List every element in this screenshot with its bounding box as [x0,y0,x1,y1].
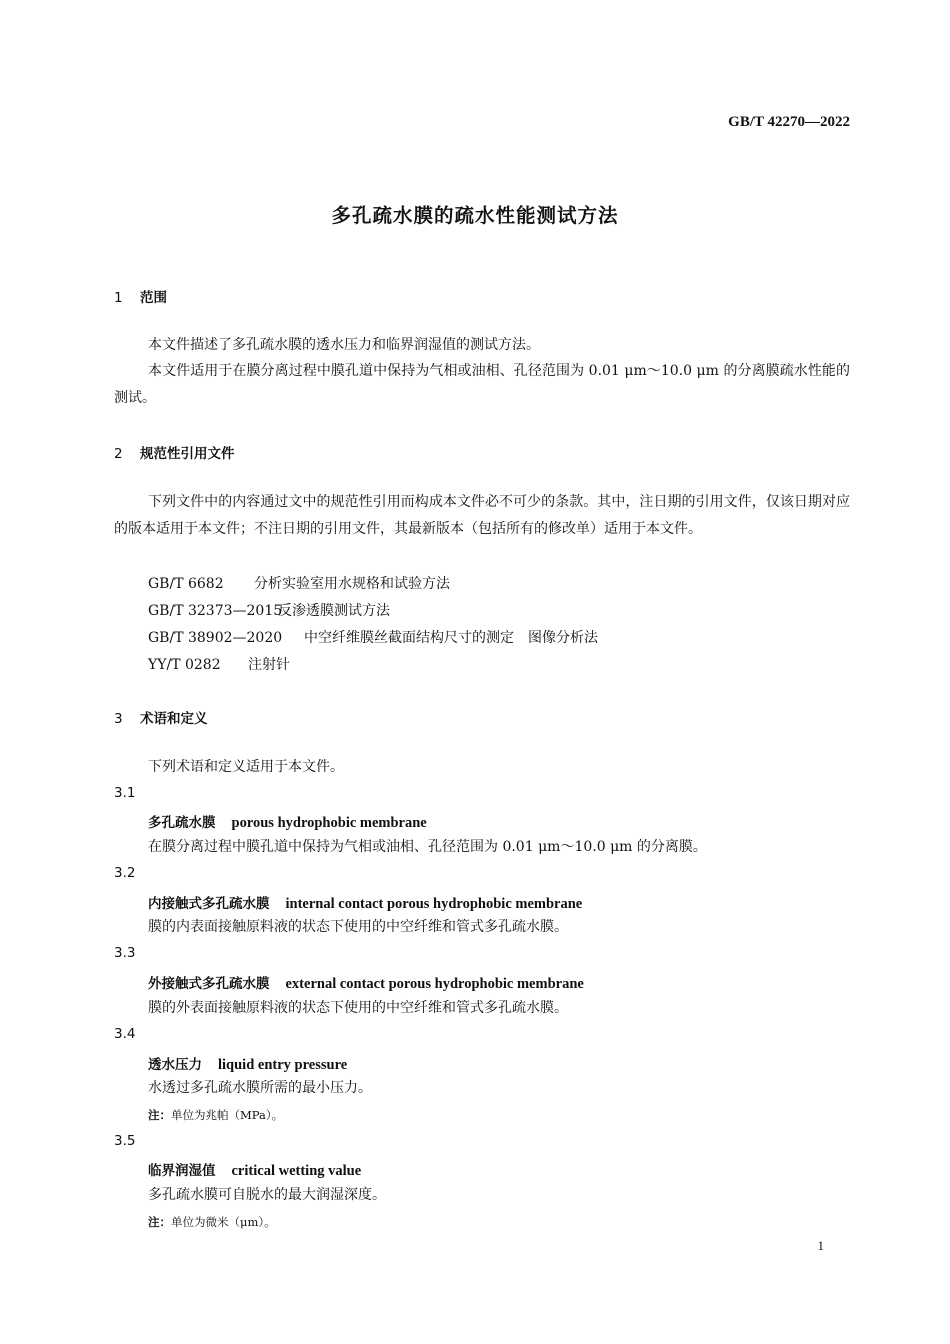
term-english: liquid entry pressure [218,1057,348,1073]
standard-code: GB/T 42270—2022 [728,114,850,130]
reference-item [148,654,290,674]
term-definition: 水透过多孔疏水膜所需的最小压力。 [148,1080,372,1096]
scope-paragraph-1: 本文件描述了多孔疏水膜的透水压力和临界润湿值的测试方法。 [148,337,540,353]
note-text: 单位为微米（μm）。 [171,1215,276,1229]
term-number: 3.1 [114,785,136,801]
note-label: 注： [148,1215,171,1229]
reference-code: GB/T 6682 [148,576,224,592]
reference-title: 中空纤维膜丝截面结构尺寸的测定 图像分析法 [304,630,598,646]
term-heading [148,892,582,913]
term-heading [148,972,584,993]
reference-item [148,600,390,620]
document-title: 多孔疏水膜的疏水性能测试方法 [331,204,619,227]
reference-title: 分析实验室用水规格和试验方法 [254,576,450,592]
term-number: 3.2 [114,865,136,881]
term-number: 3.3 [114,945,136,961]
reference-title: 注射针 [248,657,290,673]
term-heading [148,811,427,832]
reference-code: GB/T 38902—2020 [148,630,283,646]
term-number: 3.4 [114,1026,136,1042]
term-definition: 多孔疏水膜可自脱水的最大润湿深度。 [148,1187,386,1203]
term-english: critical wetting value [231,1163,362,1179]
section-3-heading [114,707,208,727]
terms-intro: 下列术语和定义适用于本文件。 [148,759,344,775]
term-english: external contact porous hydrophobic membrane [285,976,584,992]
term-note [148,1107,283,1123]
term-note [148,1214,276,1230]
term-definition: 膜的外表面接触原料液的状态下使用的中空纤维和管式多孔疏水膜。 [148,1000,568,1016]
reference-item [148,573,450,593]
term-heading [148,1053,347,1074]
term-definition: 膜的内表面接触原料液的状态下使用的中空纤维和管式多孔疏水膜。 [148,919,568,935]
term-chinese: 内接触式多孔疏水膜 [148,896,270,912]
reference-item [148,627,598,647]
page-number: 1 [817,1238,824,1253]
normative-references-intro: 下列文件中的内容通过文中的规范性引用而构成本文件必不可少的条款。其中，注日期的引用文件，仅该日期对应的版本适用于本文件；不注日期的引用文件，其最新版本（包括所有的修改单）适用于本文件。 [114,494,850,537]
scope-paragraph-2: 本文件适用于在膜分离过程中膜孔道中保持为气相或油相、孔径范围为 0.01 μm～10.0 μm 的分离膜疏水性能的测试。 [114,363,850,406]
section-number: 3 [114,711,123,727]
term-english: porous hydrophobic membrane [231,815,427,831]
section-2-heading [114,442,235,462]
section-title: 规范性引用文件 [140,446,235,462]
reference-title: 反渗透膜测试方法 [278,603,390,619]
term-chinese: 临界润湿值 [148,1163,216,1179]
reference-code: YY/T 0282 [148,657,221,673]
section-1-heading [114,286,167,306]
term-chinese: 多孔疏水膜 [148,815,216,831]
term-heading [148,1159,361,1180]
section-number: 2 [114,446,123,462]
term-definition: 在膜分离过程中膜孔道中保持为气相或油相、孔径范围为 0.01 μm～10.0 μm 的分离膜。 [148,839,707,855]
term-chinese: 透水压力 [148,1057,202,1073]
term-number: 3.5 [114,1133,136,1149]
term-chinese: 外接触式多孔疏水膜 [148,976,270,992]
term-english: internal contact porous hydrophobic membrane [285,896,583,912]
reference-code: GB/T 32373—2015 [148,603,283,619]
section-title: 范围 [140,290,167,306]
note-label: 注： [148,1108,171,1122]
section-number: 1 [114,290,123,306]
section-title: 术语和定义 [140,711,208,727]
note-text: 单位为兆帕（MPa）。 [171,1108,284,1122]
